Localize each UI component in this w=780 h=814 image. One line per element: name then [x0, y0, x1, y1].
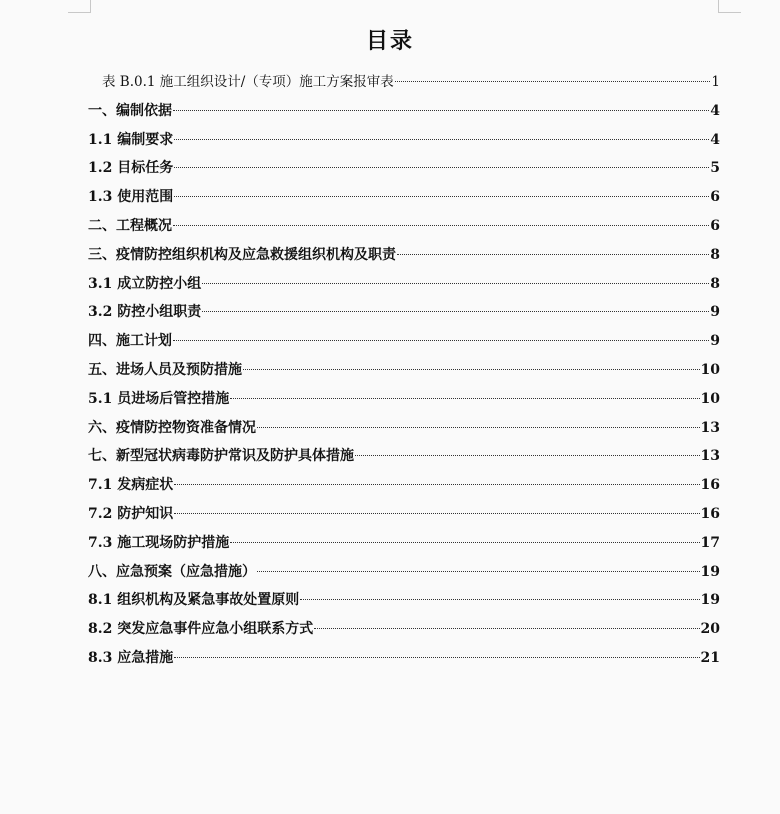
toc-entry-page-number: 9	[710, 333, 720, 350]
toc-dot-leader	[243, 369, 700, 370]
toc-dot-leader	[202, 283, 709, 284]
toc-entry-label: 三、疫情防控组织机构及应急救援组织机构及职责	[88, 246, 396, 263]
toc-dot-leader	[174, 139, 709, 140]
table-of-contents	[88, 68, 720, 673]
toc-entry[interactable]	[88, 270, 720, 299]
toc-entry[interactable]	[88, 471, 720, 500]
toc-dot-leader	[202, 311, 709, 312]
toc-entry-page-number: 16	[700, 505, 720, 522]
toc-entry[interactable]	[88, 414, 720, 443]
toc-dot-leader	[174, 196, 709, 197]
toc-entry-label: 二、工程概况	[88, 217, 172, 234]
toc-dot-leader	[230, 398, 699, 399]
toc-dot-leader	[300, 599, 699, 600]
toc-entry[interactable]	[88, 529, 720, 558]
toc-entry[interactable]	[88, 183, 720, 212]
toc-entry-label: 7.1 发病症状	[88, 477, 174, 494]
toc-entry[interactable]	[88, 615, 720, 644]
toc-dot-leader	[257, 427, 700, 428]
toc-entry-label: 3.1 成立防控小组	[88, 275, 202, 292]
toc-dot-leader	[173, 340, 709, 341]
toc-entry-page-number: 9	[710, 304, 720, 321]
toc-entry-label: 1.1 编制要求	[88, 131, 174, 148]
toc-entry[interactable]	[88, 442, 720, 471]
crop-mark-top-right	[718, 0, 741, 13]
toc-entry-page-number: 21	[700, 649, 720, 666]
toc-entry-page-number: 13	[700, 419, 720, 436]
toc-entry-page-number: 4	[710, 131, 720, 148]
toc-entry-label: 1.3 使用范围	[88, 189, 174, 206]
toc-entry-page-number: 10	[700, 361, 720, 378]
toc-entry-page-number: 10	[700, 390, 720, 407]
toc-entry-page-number: 6	[710, 189, 720, 206]
toc-entry[interactable]	[88, 298, 720, 327]
crop-mark-top-left	[68, 0, 91, 13]
toc-entry-page-number: 6	[710, 217, 720, 234]
toc-entry-page-number: 5	[710, 160, 720, 177]
toc-entry[interactable]	[88, 241, 720, 270]
toc-dot-leader	[174, 513, 699, 514]
page-title: 目录	[365, 28, 414, 54]
toc-dot-leader	[355, 455, 700, 456]
toc-entry-page-number: 20	[700, 621, 720, 638]
toc-entry[interactable]	[88, 558, 720, 587]
toc-entry-page-number: 13	[700, 448, 720, 465]
toc-entry[interactable]	[88, 644, 720, 673]
toc-entry-page-number: 8	[710, 246, 720, 263]
toc-entry[interactable]	[88, 500, 720, 529]
toc-entry-page-number: 4	[710, 102, 720, 119]
toc-entry-page-number: 1	[711, 74, 720, 90]
toc-dot-leader	[174, 167, 709, 168]
toc-entry-label: 8.2 突发应急事件应急小组联系方式	[88, 621, 314, 638]
toc-entry-page-number: 19	[700, 563, 720, 580]
toc-entry[interactable]	[88, 586, 720, 615]
toc-entry-label: 8.3 应急措施	[88, 649, 174, 666]
toc-entry-label: 八、应急预案（应急措施）	[88, 563, 256, 580]
toc-entry[interactable]	[88, 126, 720, 155]
toc-entry[interactable]	[88, 154, 720, 183]
toc-dot-leader	[174, 484, 699, 485]
toc-dot-leader	[230, 542, 699, 543]
toc-entry-page-number: 17	[700, 534, 720, 551]
toc-entry[interactable]	[88, 356, 720, 385]
toc-entry[interactable]	[88, 385, 720, 414]
toc-entry[interactable]	[88, 327, 720, 356]
toc-entry[interactable]	[88, 68, 720, 97]
toc-entry-label: 六、疫情防控物资准备情况	[88, 419, 256, 436]
toc-entry-page-number: 8	[710, 275, 720, 292]
toc-entry[interactable]	[88, 212, 720, 241]
toc-entry[interactable]	[88, 97, 720, 126]
toc-dot-leader	[173, 225, 709, 226]
toc-entry-page-number: 16	[700, 477, 720, 494]
toc-entry-page-number: 19	[700, 592, 720, 609]
toc-entry-label: 7.2 防护知识	[88, 505, 174, 522]
toc-entry-label: 四、施工计划	[88, 333, 172, 350]
toc-dot-leader	[395, 81, 711, 82]
toc-entry-label: 七、新型冠状病毒防护常识及防护具体措施	[88, 448, 354, 465]
toc-dot-leader	[173, 110, 709, 111]
toc-dot-leader	[257, 571, 700, 572]
toc-entry-label: 7.3 施工现场防护措施	[88, 534, 230, 551]
toc-entry-label: 1.2 目标任务	[88, 160, 174, 177]
toc-entry-label: 3.2 防控小组职责	[88, 304, 202, 321]
toc-entry-label: 一、编制依据	[88, 102, 172, 119]
toc-entry-label: 表 B.0.1 施工组织设计/（专项）施工方案报审表	[102, 74, 394, 90]
toc-entry-label: 五、进场人员及预防措施	[88, 361, 242, 378]
toc-dot-leader	[174, 657, 699, 658]
toc-entry-label: 8.1 组织机构及紧急事故处置原则	[88, 592, 300, 609]
toc-dot-leader	[314, 628, 699, 629]
toc-entry-label: 5.1 员进场后管控措施	[88, 390, 230, 407]
toc-dot-leader	[397, 254, 709, 255]
